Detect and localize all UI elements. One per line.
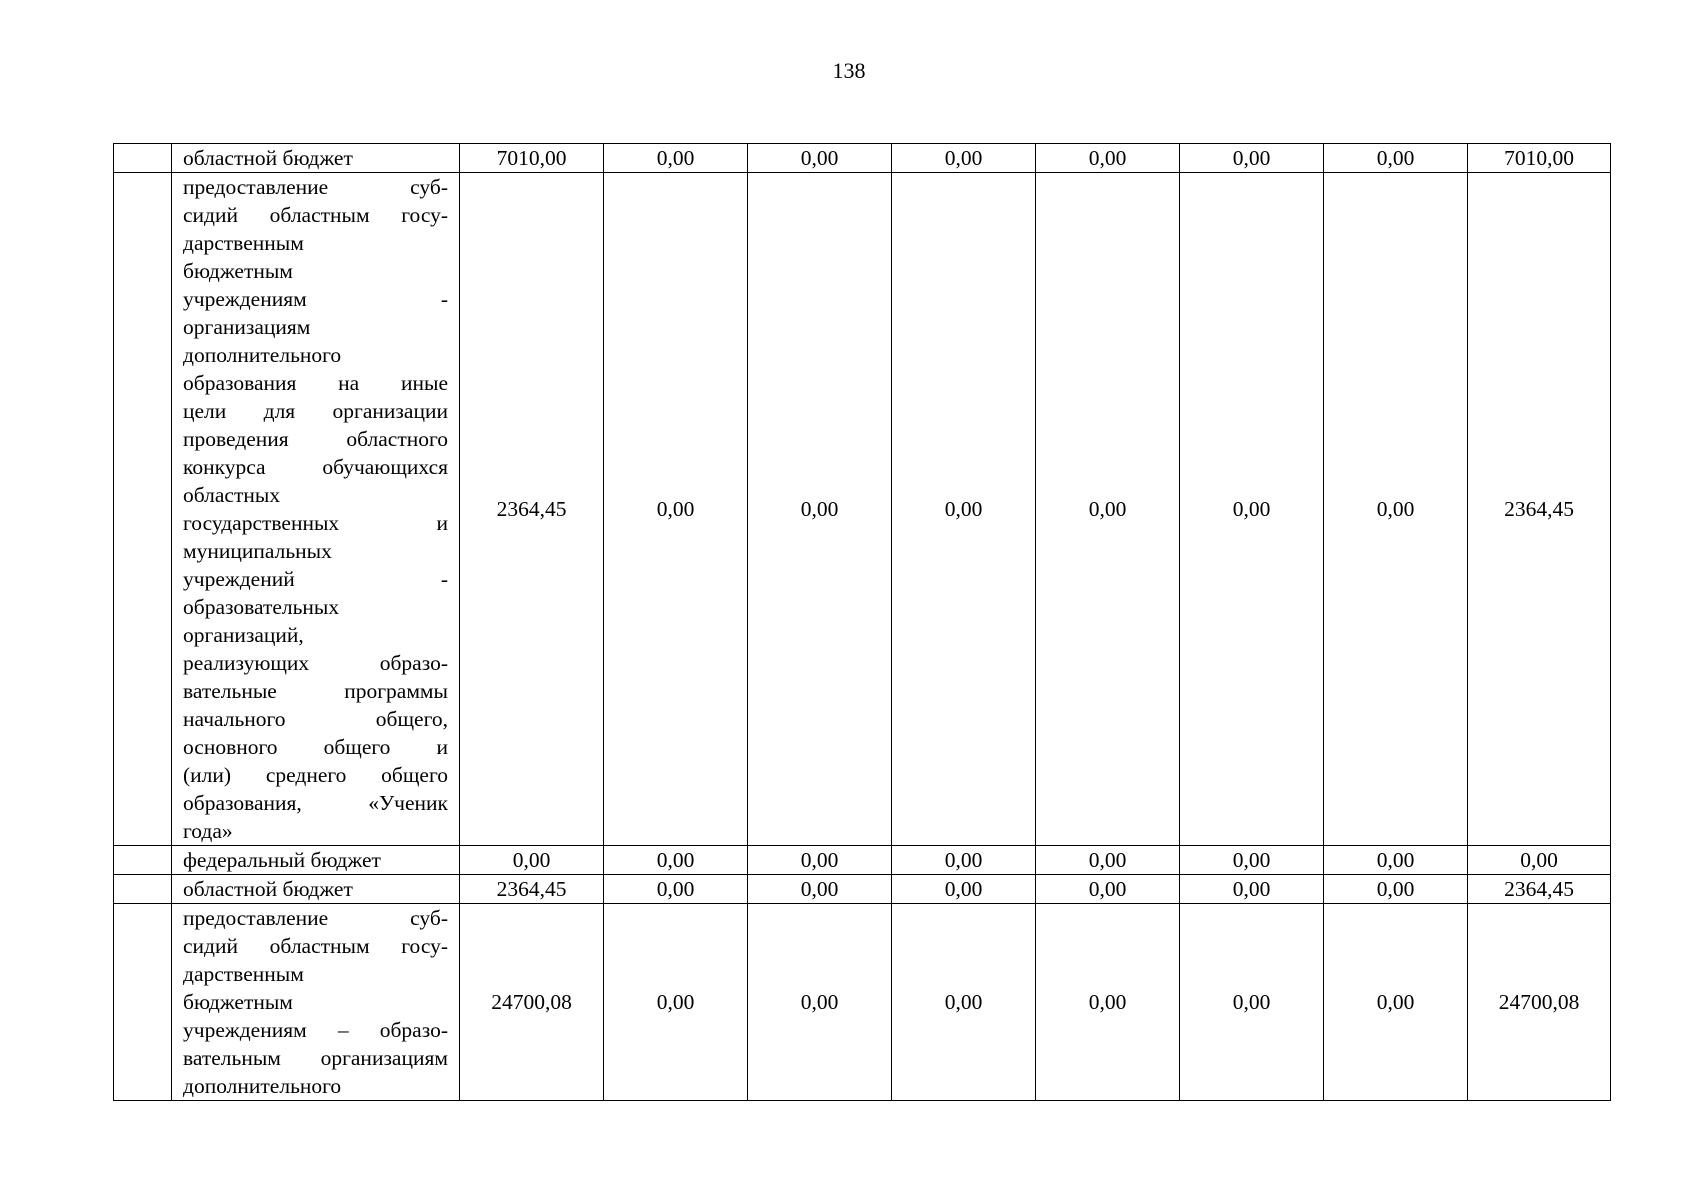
page-number: 138 [832,58,866,83]
value-cell: 0,00 [748,846,892,875]
description-cell [172,144,460,173]
description-line: образования на иные [183,371,448,395]
row-number-cell [114,846,172,875]
value-cell: 0,00 [604,173,748,846]
value-cell: 2364,45 [460,875,604,904]
value-cell: 0,00 [748,173,892,846]
value-cell: 0,00 [604,144,748,173]
description-line: учреждений - [183,567,448,591]
value-cell: 0,00 [1036,846,1180,875]
description-line: государственных и [183,511,448,535]
total-value-cell: 7010,00 [1468,144,1611,173]
table-row [114,173,1611,846]
value-cell: 0,00 [1324,875,1468,904]
total-value-cell: 24700,08 [1468,904,1611,1101]
table-body [114,144,1611,1101]
value-cell: 0,00 [1036,173,1180,846]
description-line: учреждениям – образо- [183,1018,448,1042]
description-line: областной бюджет [183,146,353,170]
value-cell: 0,00 [892,846,1036,875]
value-cell: 0,00 [1036,144,1180,173]
value-cell: 0,00 [1324,904,1468,1101]
description-line: сидий областным госу- [183,203,448,227]
value-cell: 0,00 [604,904,748,1101]
value-cell: 0,00 [892,144,1036,173]
description-line: областных [183,483,281,507]
description-line: проведения областного [183,427,448,451]
description-line: года» [183,819,233,843]
description-line: (или) среднего общего [183,763,448,787]
description-cell [172,904,460,1101]
description-line: основного общего и [183,735,448,759]
value-cell: 0,00 [460,846,604,875]
value-cell: 0,00 [1180,875,1324,904]
description-line: дарственным [183,231,304,255]
value-cell: 0,00 [748,144,892,173]
value-cell: 0,00 [1180,846,1324,875]
description-line: образовательных [183,595,340,619]
table-row [114,875,1611,904]
description-line: цели для организации [183,399,448,423]
value-cell: 0,00 [1324,173,1468,846]
value-cell: 0,00 [1036,875,1180,904]
value-cell: 0,00 [892,904,1036,1101]
description-cell [172,173,460,846]
row-number-cell [114,875,172,904]
value-cell: 0,00 [604,846,748,875]
value-cell: 0,00 [1324,144,1468,173]
value-cell: 0,00 [892,875,1036,904]
row-number-cell [114,173,172,846]
description-line: бюджетным [183,990,293,1014]
description-cell [172,846,460,875]
table-row [114,144,1611,173]
value-cell: 2364,45 [460,173,604,846]
description-line: дополнительного [183,1074,342,1098]
value-cell: 0,00 [1036,904,1180,1101]
value-cell: 0,00 [1180,904,1324,1101]
value-cell: 0,00 [1324,846,1468,875]
value-cell: 0,00 [1180,173,1324,846]
description-cell [172,875,460,904]
description-line: федеральный бюджет [183,848,381,872]
value-cell: 0,00 [1180,144,1324,173]
description-line: областной бюджет [183,877,353,901]
budget-table [113,143,1611,1101]
description-line: организаций, [183,623,304,647]
total-value-cell: 2364,45 [1468,875,1611,904]
value-cell: 24700,08 [460,904,604,1101]
total-value-cell: 2364,45 [1468,173,1611,846]
description-line: конкурса обучающихся [183,455,448,479]
description-line: дарственным [183,962,304,986]
value-cell: 0,00 [748,875,892,904]
row-number-cell [114,904,172,1101]
value-cell: 0,00 [604,875,748,904]
description-line: бюджетным [183,259,293,283]
description-line: образования, «Ученик [183,791,448,815]
description-line: учреждениям - [183,287,448,311]
row-number-cell [114,144,172,173]
value-cell: 7010,00 [460,144,604,173]
description-line: предоставление суб- [183,175,448,199]
total-value-cell: 0,00 [1468,846,1611,875]
table-row [114,846,1611,875]
description-line: начального общего, [183,707,448,731]
value-cell: 0,00 [748,904,892,1101]
description-line: организациям [183,315,311,339]
table-row [114,904,1611,1101]
value-cell: 0,00 [892,173,1036,846]
description-line: реализующих образо- [183,651,448,675]
description-line: вательным организациям [183,1046,448,1070]
description-line: сидий областным госу- [183,934,448,958]
description-line: предоставление суб- [183,906,448,930]
description-line: муниципальных [183,539,332,563]
description-line: вательные программы [183,679,448,703]
description-line: дополнительного [183,343,342,367]
